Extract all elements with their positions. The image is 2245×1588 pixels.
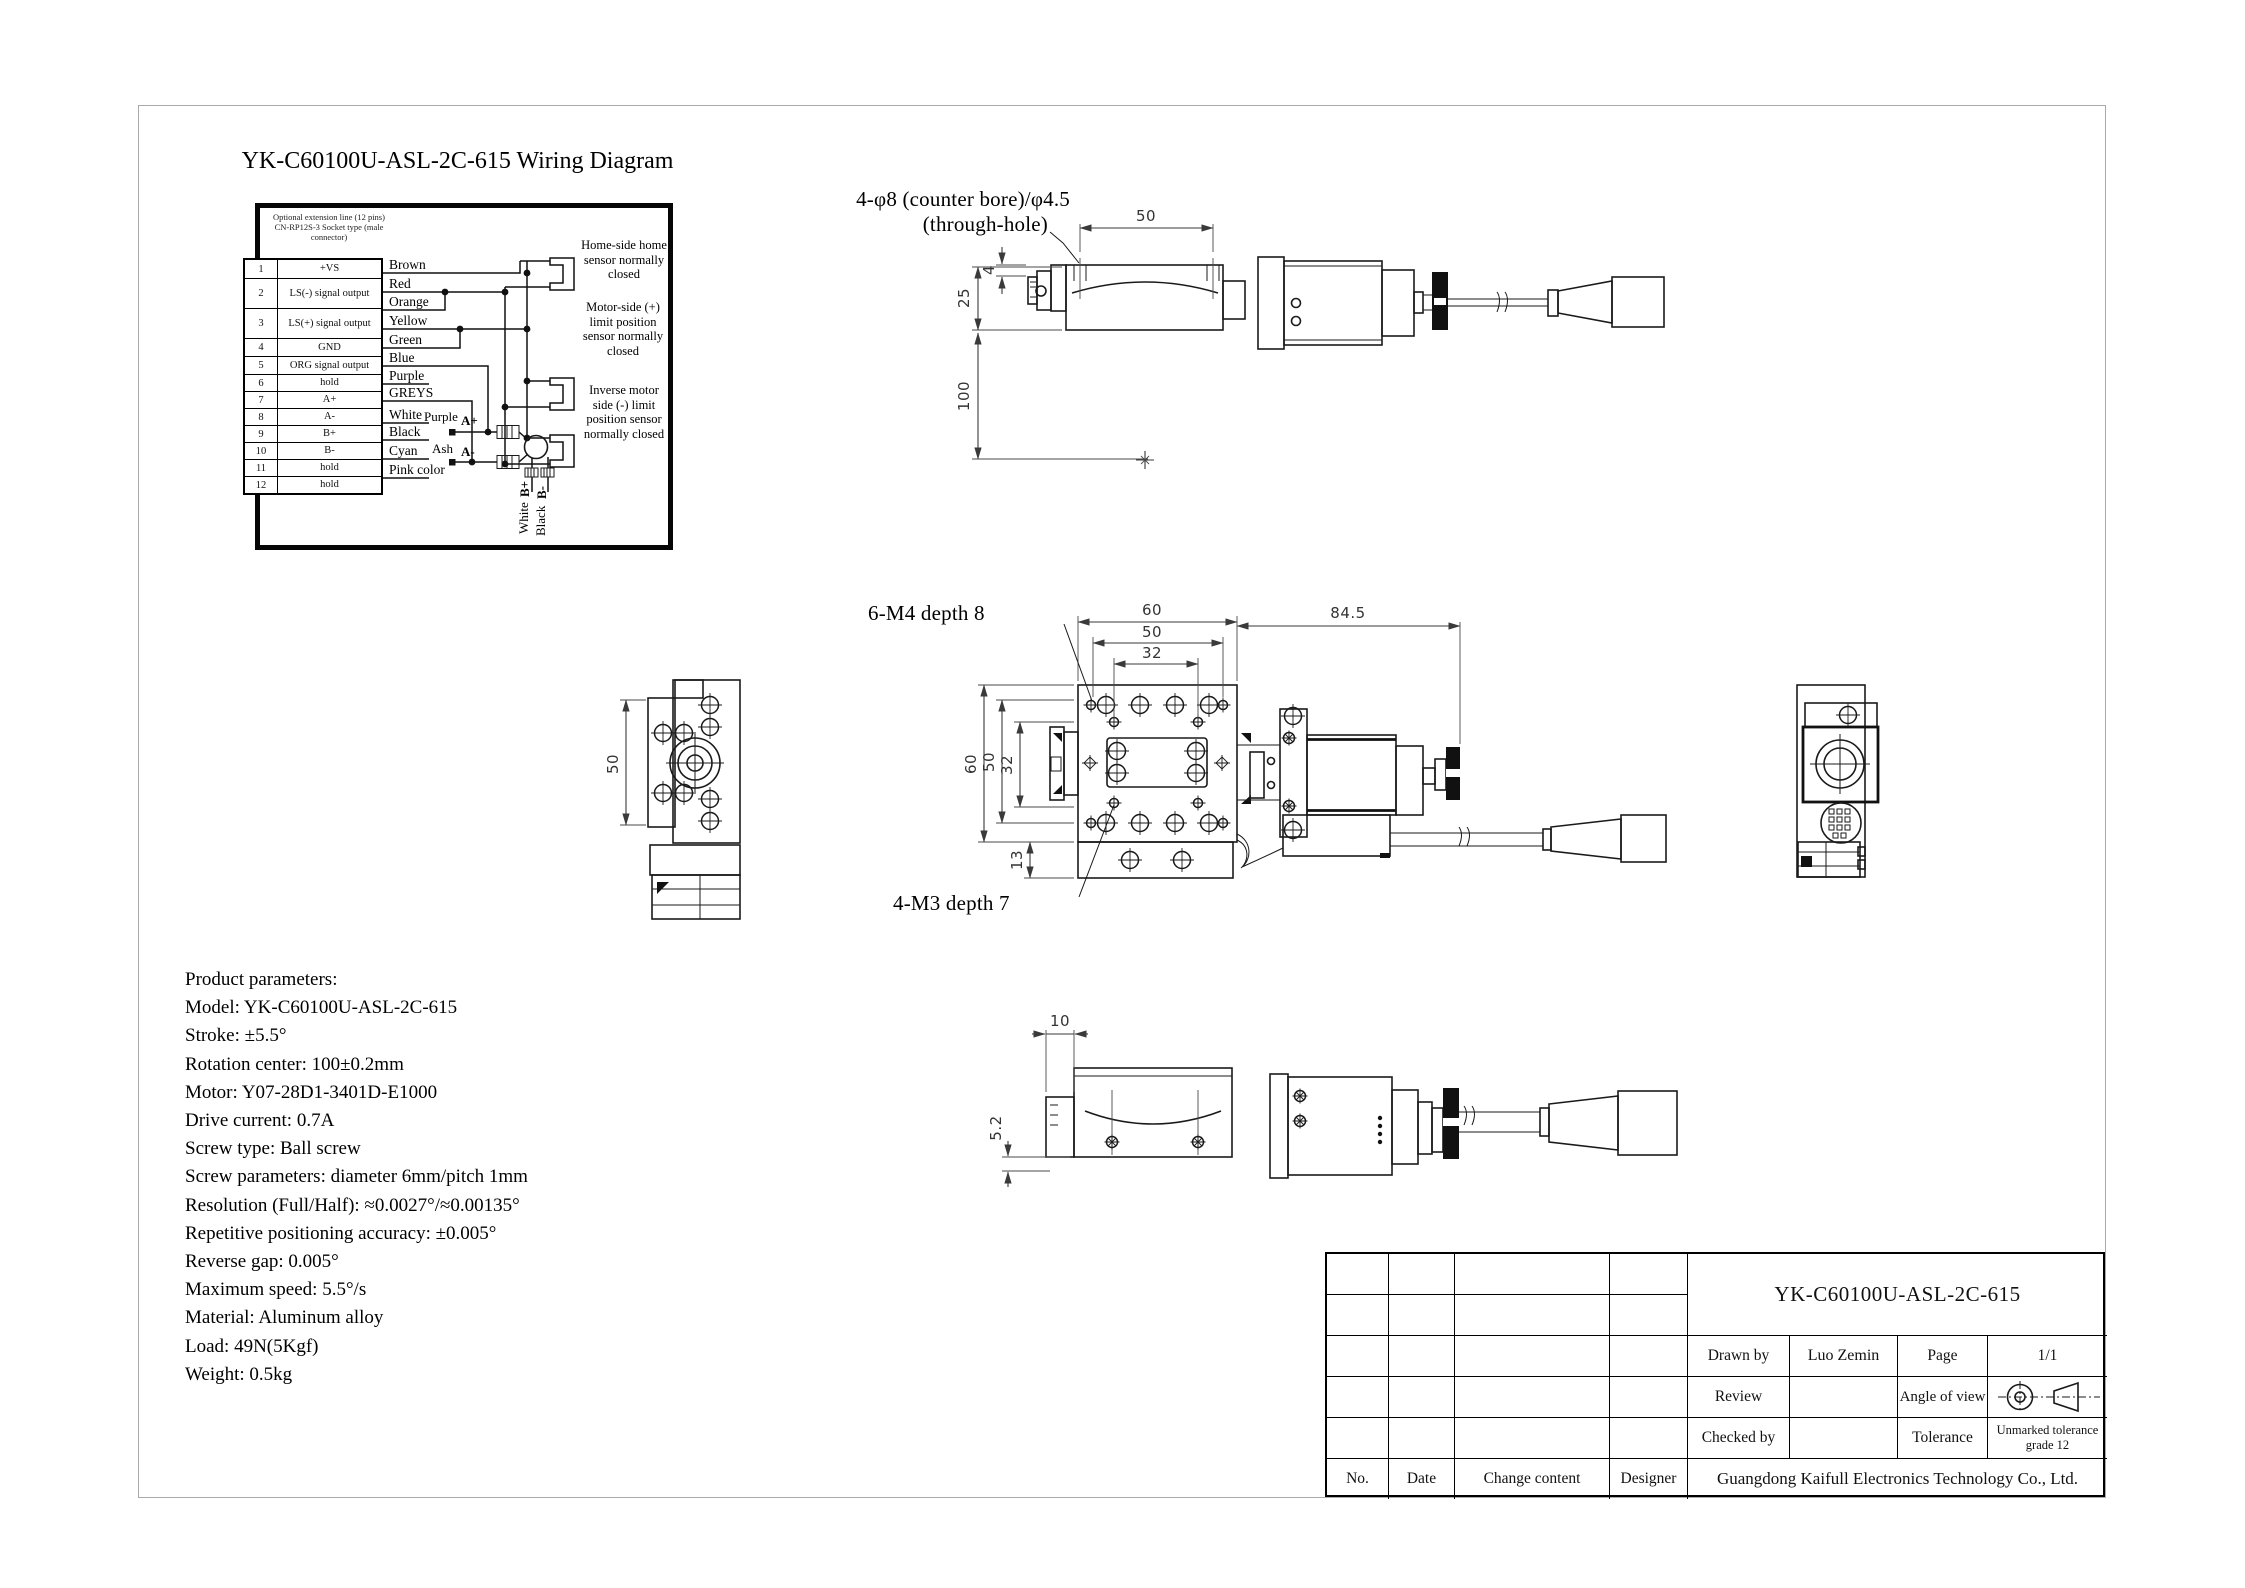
phase-a-minus-color: Ash (432, 441, 453, 456)
label-m3: 4-M3 depth 7 (893, 891, 1010, 915)
side-view (604, 680, 740, 919)
part-number: YK-C60100U-ASL-2C-615 (1688, 1254, 2107, 1336)
pin-num: 11 (245, 460, 278, 476)
phase-a-plus: A+ (461, 413, 478, 428)
pin-num: 12 (245, 477, 278, 493)
pin-num: 9 (245, 426, 278, 442)
dim-front-13: 13 (1008, 849, 1026, 871)
param-line: Maximum speed: 5.5°/s (185, 1279, 367, 1301)
dim-front-l32: 32 (998, 754, 1016, 776)
drawn-by-value: Luo Zemin (1790, 1336, 1898, 1377)
review-value (1790, 1377, 1898, 1418)
pin-num: 4 (245, 339, 278, 356)
pin-label: hold (320, 377, 339, 389)
pin-row (245, 309, 381, 339)
checked-by-label: Checked by (1688, 1418, 1790, 1459)
revision-designer-header: Designer (1610, 1459, 1688, 1499)
angle-of-view-symbol-cell (1988, 1377, 2107, 1418)
param-line: Model: YK-C60100U-ASL-2C-615 (185, 997, 458, 1019)
dim-front-l50: 50 (980, 751, 998, 773)
param-line: Product parameters: (185, 969, 338, 990)
sensor-label-motor-side: Motor-side (+) limit position sensor normally closed (582, 300, 664, 358)
pin-row (245, 426, 381, 443)
pin-row (245, 279, 381, 309)
pin-row (245, 357, 381, 375)
review-label: Review (1688, 1377, 1790, 1418)
dim-50: 50 (1135, 207, 1157, 225)
dim-front-50: 50 (1141, 623, 1163, 641)
pin-row (245, 477, 381, 493)
wire-label: GREYS (389, 385, 434, 400)
phase-b-plus: B+ (517, 480, 532, 497)
front-view (868, 601, 1666, 915)
param-line: Motor: Y07-28D1-3401D-E1000 (185, 1081, 438, 1103)
angle-of-view-label: Angle of view (1898, 1377, 1988, 1418)
wire-label: Pink color (389, 462, 445, 477)
pin-label: LS(-) signal output (289, 287, 370, 299)
wire-label: Blue (389, 350, 415, 365)
dim-100: 100 (955, 380, 973, 412)
checked-by-value (1790, 1418, 1898, 1459)
param-line: Load: 49N(5Kgf) (185, 1335, 319, 1357)
pin-row (245, 339, 381, 357)
param-line: Screw parameters: diameter 6mm/pitch 1mm (185, 1166, 528, 1188)
dim-front-60: 60 (1141, 601, 1163, 619)
pin-label: ORG signal output (289, 359, 370, 371)
company-name: Guangdong Kaifull Electronics Technology Co., Ltd. (1716, 1469, 2079, 1488)
phase-a-minus: A- (461, 444, 475, 459)
pin-label: GND (318, 341, 341, 353)
bottom-view (987, 1012, 1677, 1187)
title-block (1325, 1252, 2105, 1497)
pin-row (245, 460, 381, 477)
phase-b-plus-color: White (516, 502, 531, 534)
pin-table (243, 258, 383, 495)
pin-label: hold (320, 462, 339, 474)
dim-52: 5.2 (987, 1115, 1005, 1141)
top-view (856, 187, 1664, 469)
pin-label: hold (320, 479, 339, 491)
wire-label: Green (389, 332, 422, 347)
revision-date-header: Date (1389, 1459, 1455, 1499)
revision-no-header: No. (1327, 1459, 1389, 1499)
wire-label: Orange (389, 294, 429, 309)
pin-num: 5 (245, 357, 278, 374)
param-line: Repetitive positioning accuracy: ±0.005° (185, 1222, 497, 1244)
pin-num: 2 (245, 279, 278, 308)
hole-note-line2: (through-hole) (922, 212, 1048, 236)
pin-label: LS(+) signal output (288, 317, 371, 329)
param-line: Rotation center: 100±0.2mm (185, 1053, 404, 1075)
wiring-note: Optional extension line (12 pins) CN-RP12S-3 Socket type (male connector) (273, 212, 385, 242)
pin-row (245, 375, 381, 392)
label-m4: 6-M4 depth 8 (868, 601, 985, 625)
revision-change-header: Change content (1455, 1459, 1610, 1499)
pin-num: 6 (245, 375, 278, 391)
phase-a-plus-color: Purple (424, 409, 458, 424)
wire-label: Brown (389, 257, 426, 272)
drawn-by-label: Drawn by (1688, 1336, 1790, 1377)
pin-label: A+ (322, 394, 337, 406)
param-line: Resolution (Full/Half): ≈0.0027°/≈0.00135° (185, 1194, 520, 1216)
pin-label: +VS (319, 263, 340, 275)
param-line: Drive current: 0.7A (185, 1110, 335, 1132)
dim-25: 25 (955, 287, 973, 309)
param-line: Screw type: Ball screw (185, 1138, 361, 1160)
param-line: Reverse gap: 0.005° (185, 1251, 339, 1273)
page-title: YK-C60100U-ASL-2C-615 Wiring Diagram (241, 148, 674, 174)
tolerance-label: Tolerance (1898, 1418, 1988, 1459)
dim-10: 10 (1049, 1012, 1071, 1030)
wire-label: Black (389, 424, 421, 439)
sensor-label-inverse: Inverse motor side (-) limit position sensor normally closed (583, 383, 665, 441)
pin-row (245, 260, 381, 279)
wire-label: Purple (389, 368, 425, 383)
product-parameters (185, 966, 528, 1389)
phase-b-minus: B- (534, 486, 549, 499)
dim-front-32: 32 (1141, 644, 1163, 662)
pin-row (245, 443, 381, 460)
end-view (1797, 685, 1878, 877)
pin-label: B+ (323, 428, 336, 440)
dim-845: 84.5 (1330, 604, 1366, 622)
param-line: Material: Aluminum alloy (185, 1307, 384, 1329)
wire-label: Red (389, 276, 411, 291)
wire-label: Yellow (389, 313, 428, 328)
pin-num: 8 (245, 409, 278, 425)
page-label: Page (1898, 1336, 1988, 1377)
tolerance-value: Unmarked tolerance grade 12 (1988, 1418, 2107, 1459)
dim-4: 4 (980, 264, 998, 276)
sensor-label-home: Home-side home sensor normally closed (581, 238, 667, 281)
page-value: 1/1 (1988, 1336, 2107, 1377)
pin-row (245, 392, 381, 409)
param-line: Stroke: ±5.5° (185, 1025, 287, 1047)
pin-row (245, 409, 381, 426)
hole-note-line1: 4-φ8 (counter bore)/φ4.5 (856, 187, 1070, 211)
pin-label: A- (323, 411, 336, 423)
wire-label: Cyan (389, 443, 418, 458)
param-line: Weight: 0.5kg (185, 1363, 293, 1385)
pin-label: B- (324, 445, 335, 457)
pin-num: 1 (245, 260, 278, 278)
dim-front-l60: 60 (962, 753, 980, 775)
pin-num: 7 (245, 392, 278, 408)
first-angle-projection-icon (1990, 1378, 2105, 1416)
pin-num: 3 (245, 309, 278, 338)
wire-label: White (389, 407, 422, 422)
dim-side-50: 50 (604, 753, 622, 775)
pin-num: 10 (245, 443, 278, 459)
phase-b-minus-color: Black (533, 505, 548, 536)
